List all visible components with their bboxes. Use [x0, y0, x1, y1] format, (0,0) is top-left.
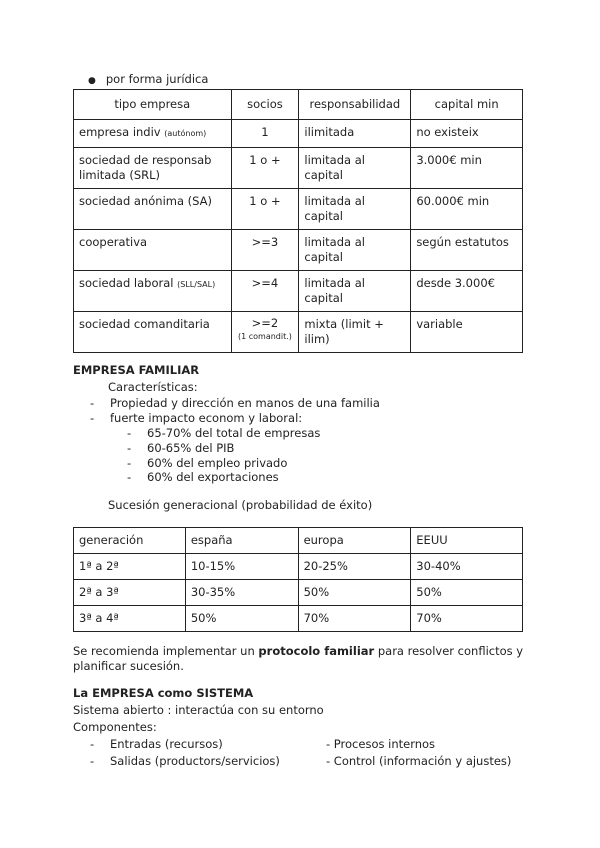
cell-capital: desde 3.000€ — [411, 271, 523, 312]
cell-capital: no existeix — [411, 120, 523, 148]
cell: 30-40% — [411, 554, 523, 580]
cell-capital: según estatutos — [411, 230, 523, 271]
list-item: - Control (información y ajustes) — [326, 754, 512, 768]
forma-juridica-table — [73, 89, 523, 353]
cell: 50% — [298, 580, 411, 606]
dash-glyph: - — [90, 396, 95, 410]
list-item — [90, 737, 223, 751]
sistema-title: La EMPRESA como SISTEMA — [73, 686, 254, 700]
table-row — [74, 580, 523, 606]
subitem-text: 60% del exportaciones — [147, 470, 279, 484]
sucesion-bold: Sucesión generacional — [108, 498, 238, 512]
cell-socios: >=4 — [231, 271, 299, 312]
list-item — [90, 754, 280, 768]
item-text: Salidas (productors/servicios) — [110, 754, 280, 768]
header-europa: europa — [298, 528, 411, 554]
cell-tipo — [74, 271, 232, 312]
cell-capital: 3.000€ min — [411, 148, 523, 189]
intro-prefix: por — [105, 72, 129, 86]
sub-list-item — [127, 456, 287, 470]
header-capital: capital min — [411, 90, 523, 120]
header-generacion: generación — [74, 528, 186, 554]
table-header-row — [74, 528, 523, 554]
cell: 20-25% — [298, 554, 411, 580]
cell-resp: limitada al capital — [299, 230, 411, 271]
table-row — [74, 606, 523, 632]
cell-tipo: sociedad comanditaria — [74, 312, 232, 353]
cell-socios: 1 o + — [231, 148, 299, 189]
dash-glyph: - — [127, 426, 132, 440]
table-row — [74, 271, 523, 312]
cell: 30-35% — [185, 580, 298, 606]
cell-resp: mixta (limit + ilim) — [299, 312, 411, 353]
list-item: - Procesos internos — [326, 737, 436, 751]
table-row — [74, 120, 523, 148]
sucesion-heading — [108, 498, 372, 512]
cell-resp: limitada al capital — [299, 148, 411, 189]
sucesion-rest: (probabilidad de éxito) — [237, 498, 373, 512]
cell-socios: >=3 — [231, 230, 299, 271]
table-row — [74, 554, 523, 580]
cell: 50% — [185, 606, 298, 632]
table-row — [74, 230, 523, 271]
dash-glyph: - — [127, 470, 132, 484]
item-text: Entradas (recursos) — [110, 737, 223, 751]
cell: 50% — [411, 580, 523, 606]
cell-tipo — [74, 120, 232, 148]
cell-socios: 1 o + — [231, 189, 299, 230]
recomienda-pre: Se recomienda implementar un — [73, 644, 259, 658]
sistema-line: Sistema abierto : interactúa con su entorno — [73, 703, 324, 717]
cell-tipo: sociedad anónima (SA) — [74, 189, 232, 230]
subitem-text: 65-70% del total de empresas — [147, 426, 321, 440]
table-row — [74, 312, 523, 353]
sucesion-table — [73, 527, 523, 632]
header-tipo: tipo empresa — [74, 90, 232, 120]
cell: 70% — [411, 606, 523, 632]
familiar-title: EMPRESA FAMILIAR — [73, 363, 200, 377]
dash-glyph: - — [90, 754, 95, 768]
sub-list-item — [127, 470, 279, 484]
item-text: fuerte impacto econom y laboral: — [110, 411, 303, 425]
cell-capital: variable — [411, 312, 523, 353]
recomienda-post: para resolver conflictos y planificar sucesión. — [73, 644, 524, 673]
sub-list-item — [127, 441, 234, 455]
cell-resp: ilimitada — [299, 120, 411, 148]
cell: 10-15% — [185, 554, 298, 580]
tipo-note: (SLL/SAL) — [177, 280, 216, 289]
cell-resp: limitada al capital — [299, 271, 411, 312]
header-espana: españa — [185, 528, 298, 554]
cell-socios: 1 — [231, 120, 299, 148]
intro-bold: forma jurídica — [128, 72, 209, 86]
dash-glyph: - — [90, 737, 95, 751]
tipo-note: (autónom) — [164, 129, 207, 138]
list-item — [90, 396, 380, 410]
header-socios: socios — [231, 90, 299, 120]
list-item — [90, 411, 302, 425]
subitem-text: 60-65% del PIB — [147, 441, 235, 455]
recomienda-bold: protocolo familiar — [258, 644, 375, 658]
header-eeuu: EEUU — [411, 528, 523, 554]
cell: 3ª a 4ª — [74, 606, 186, 632]
tipo-text: empresa indiv — [79, 125, 161, 139]
table-row — [74, 148, 523, 189]
componentes-label: Componentes: — [73, 720, 157, 734]
cell: 70% — [298, 606, 411, 632]
cell: 2ª a 3ª — [74, 580, 186, 606]
dash-glyph: - — [90, 411, 95, 425]
cell-tipo: sociedad de responsab limitada (SRL) — [74, 148, 232, 189]
sub-list-item — [127, 426, 320, 440]
socios-text: >=2 — [251, 316, 279, 330]
dash-glyph: - — [127, 456, 132, 470]
table-row — [74, 189, 523, 230]
socios-note: (1 comandit.) — [237, 332, 292, 341]
caracteristicas-label: Características: — [108, 380, 198, 394]
item-text: Propiedad y dirección en manos de una familia — [110, 396, 380, 410]
header-responsabilidad: responsabilidad — [299, 90, 411, 120]
table-header-row — [74, 90, 523, 120]
cell: 1ª a 2ª — [74, 554, 186, 580]
bullet-glyph: ● — [88, 76, 96, 86]
cell-resp: limitada al capital — [299, 189, 411, 230]
cell-capital: 60.000€ min — [411, 189, 523, 230]
forma-juridica-bullet — [88, 72, 208, 86]
tipo-text: sociedad laboral — [79, 276, 174, 290]
cell-tipo: cooperativa — [74, 230, 232, 271]
cell-socios — [231, 312, 299, 353]
dash-glyph: - — [127, 441, 132, 455]
subitem-text: 60% del empleo privado — [147, 456, 288, 470]
recomendacion-paragraph — [73, 644, 533, 674]
